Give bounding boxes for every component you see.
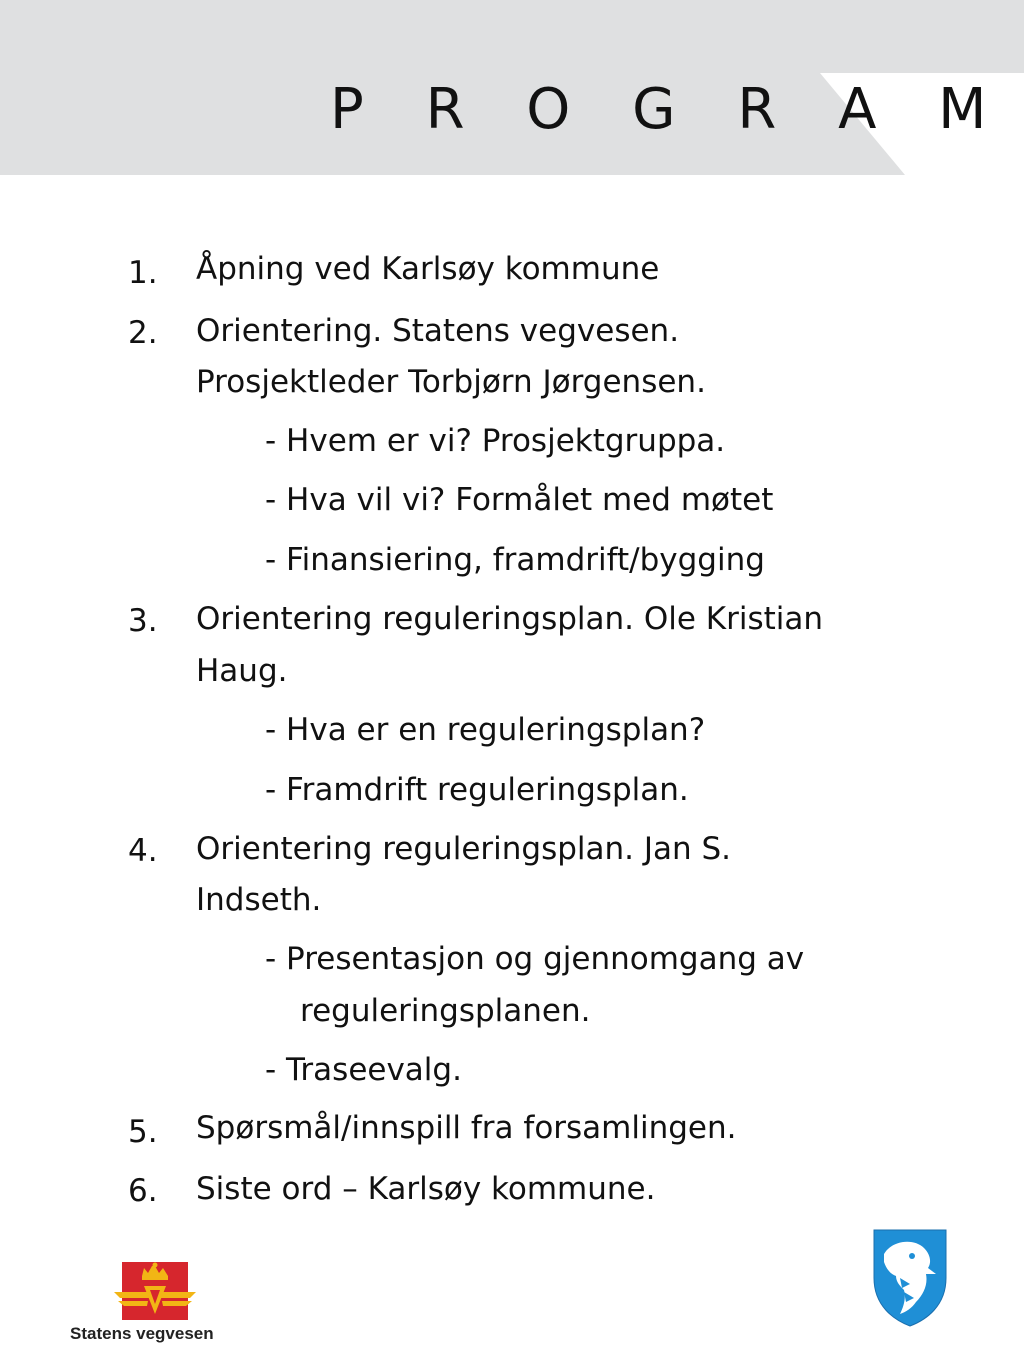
agenda-subitem: - Traseevalg.	[265, 1052, 462, 1088]
agenda-subitem: - Hvem er vi? Prosjektgruppa.	[265, 423, 726, 459]
item-number: 2.	[128, 315, 158, 351]
item-number: 5.	[128, 1114, 158, 1150]
agenda-item-3-line1: Orientering reguleringsplan. Ole Kristian	[196, 601, 824, 637]
statens-vegvesen-text: Statens vegvesen	[70, 1324, 214, 1343]
agenda-item-6: Siste ord – Karlsøy kommune.	[196, 1171, 656, 1207]
agenda-subitem: - Presentasjon og gjennomgang av	[265, 941, 805, 977]
karlsoy-coat-of-arms-icon	[870, 1228, 950, 1328]
agenda-item-2-line1: Orientering. Statens vegvesen.	[196, 313, 680, 349]
agenda-item-2-line2: Prosjektleder Torbjørn Jørgensen.	[196, 364, 706, 400]
item-number: 4.	[128, 833, 158, 869]
item-number: 3.	[128, 603, 158, 639]
page-title: P R O G R A M	[330, 77, 1009, 142]
agenda-item-4-line1: Orientering reguleringsplan. Jan S.	[196, 831, 732, 867]
agenda-subitem: - Framdrift reguleringsplan.	[265, 772, 689, 808]
item-number: 6.	[128, 1173, 158, 1209]
agenda-item-4-line2: Indseth.	[196, 882, 322, 918]
agenda-item-1: Åpning ved Karlsøy kommune	[196, 251, 660, 287]
agenda-item-3-line2: Haug.	[196, 653, 288, 689]
agenda-subitem: - Hva vil vi? Formålet med møtet	[265, 482, 774, 518]
item-number: 1.	[128, 255, 158, 291]
agenda-subitem-continuation: reguleringsplanen.	[300, 993, 591, 1029]
agenda-subitem: - Hva er en reguleringsplan?	[265, 712, 706, 748]
agenda-item-5: Spørsmål/innspill fra forsamlingen.	[196, 1110, 737, 1146]
agenda-subitem: - Finansiering, framdrift/bygging	[265, 542, 765, 578]
